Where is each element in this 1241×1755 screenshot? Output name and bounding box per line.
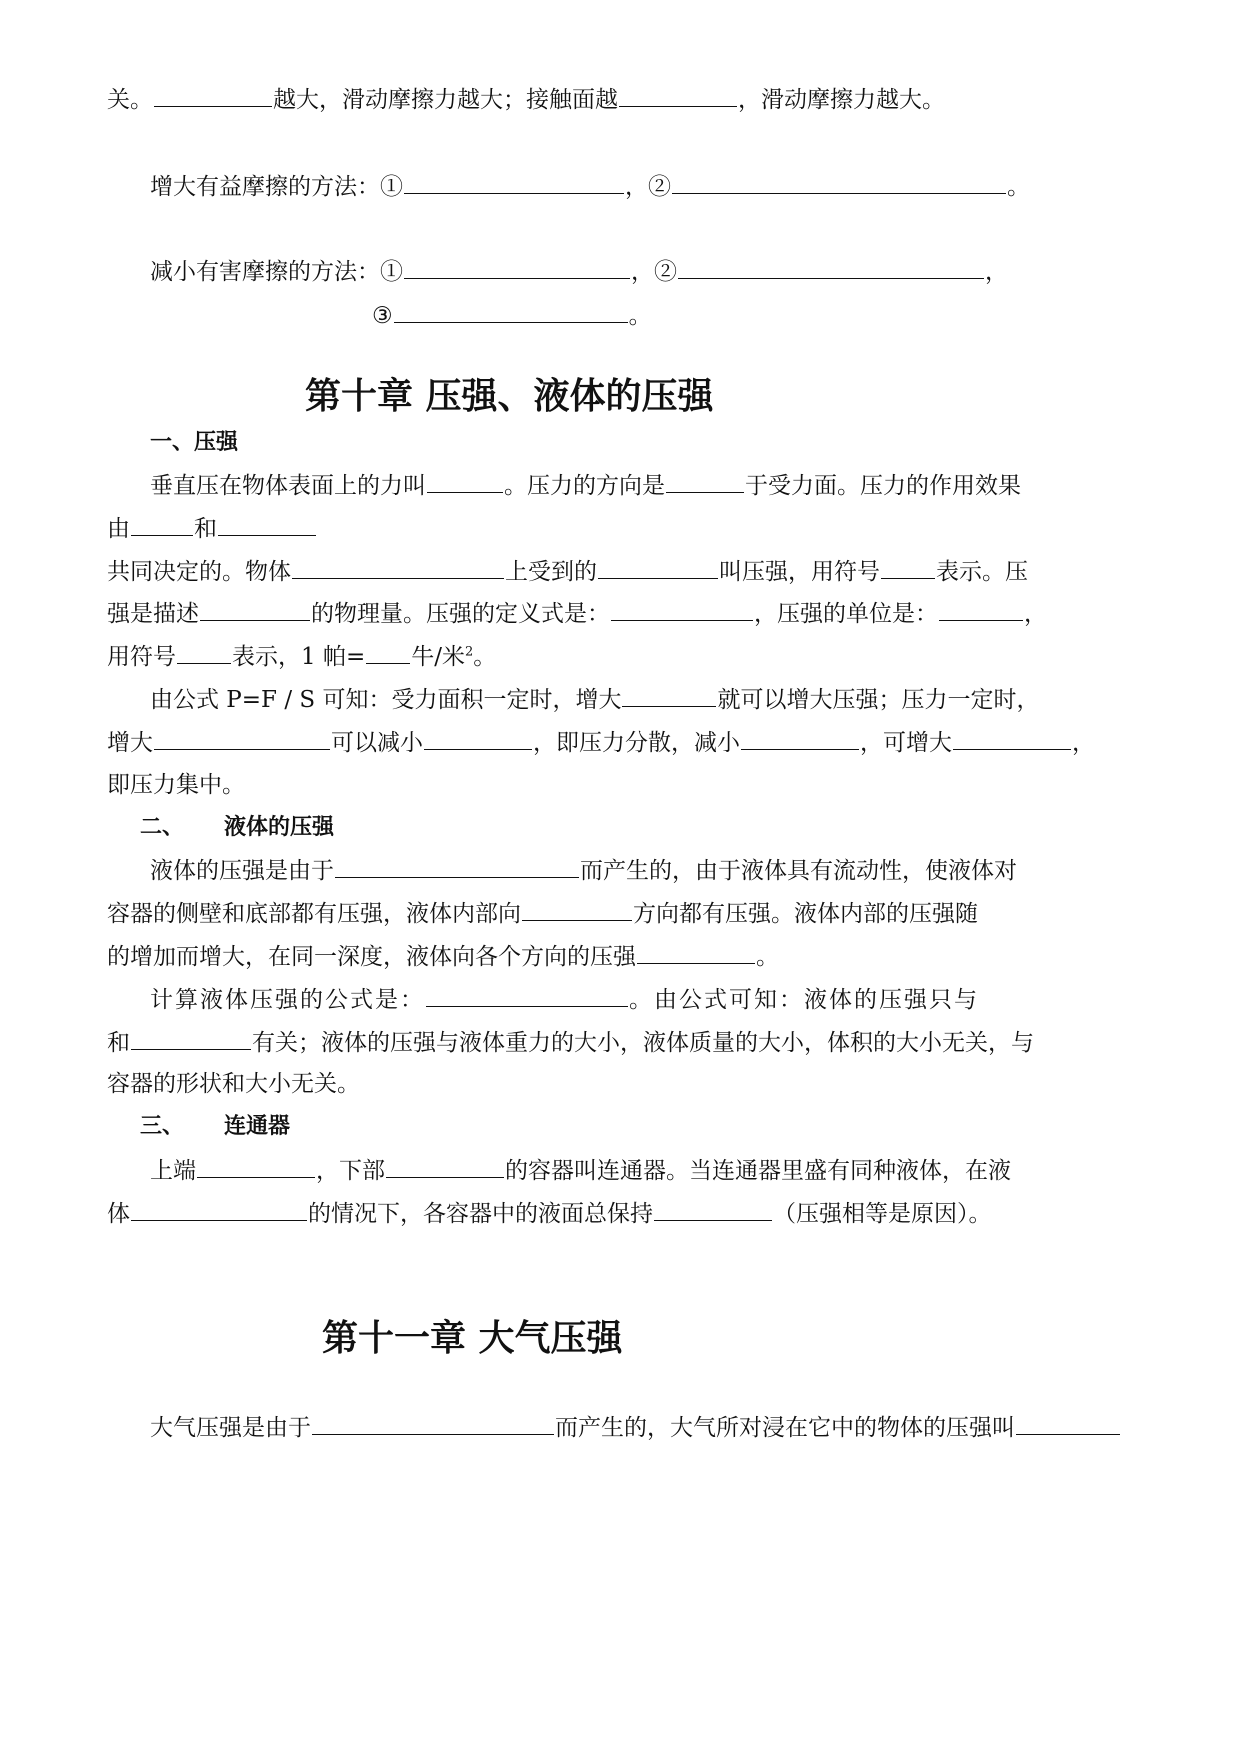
connector-para-line-1: 上端 ，下部 的容器叫连通器。当连通器里盛有同种液体，在液 [150, 1155, 1011, 1186]
blank[interactable] [637, 941, 755, 964]
atmosphere-para-line-1: 大气压强是由于 而产生的，大气所对浸在它中的物体的压强叫 [150, 1412, 1121, 1443]
blank[interactable] [197, 1155, 315, 1178]
blank[interactable] [131, 513, 193, 536]
blank[interactable] [154, 727, 330, 750]
connector-para-line-2: 体 的情况下，各容器中的液面总保持 （压强相等是原因）。 [107, 1198, 992, 1229]
blank[interactable] [611, 598, 753, 621]
blank[interactable] [154, 84, 272, 107]
blank[interactable] [131, 1027, 251, 1050]
pressure-para-line-6: 由公式 P=F / S 可知：受力面积一定时，增大 就可以增大压强；压力一定时， [150, 684, 1039, 715]
blank[interactable] [366, 641, 410, 664]
liquid-para-line-4: 计算液体压强的公式是： 。由公式可知：液体的压强只与 [150, 984, 979, 1015]
pressure-para-line-2: 由 和 [107, 513, 317, 544]
blank[interactable] [386, 1155, 504, 1178]
blank[interactable] [177, 641, 231, 664]
pressure-para-line-3: 共同决定的。物体 上受到的 叫压强，用符号 表示。压 [107, 556, 1028, 587]
section-2-heading: 二、 液体的压强 [140, 815, 335, 840]
liquid-para-line-2: 容器的侧壁和底部都有压强，液体内部向 方向都有压强。液体内部的压强随 [107, 898, 978, 929]
section-1-heading: 一、压强 [150, 430, 239, 455]
blank[interactable] [522, 898, 632, 921]
blank[interactable] [312, 1412, 554, 1435]
blank[interactable] [678, 256, 984, 279]
blank[interactable] [622, 684, 716, 707]
blank[interactable] [394, 300, 628, 323]
pressure-para-line-1: 垂直压在物体表面上的力叫 。压力的方向是 于受力面。压力的作用效果 [150, 470, 1021, 501]
liquid-para-line-5: 和 有关；液体的压强与液体重力的大小，液体质量的大小，体积的大小无关，与 [107, 1027, 1034, 1058]
blank[interactable] [654, 1198, 772, 1221]
blank[interactable] [741, 727, 859, 750]
blank[interactable] [424, 727, 532, 750]
friction-increase-line: 增大有益摩擦的方法：① ，② 。 [150, 171, 1030, 202]
section-3-heading: 三、 连通器 [140, 1114, 291, 1139]
blank[interactable] [200, 598, 310, 621]
chapter-11-title: 第十一章 大气压强 [322, 1317, 623, 1359]
friction-line-1: 关。 越大，滑动摩擦力越大；接触面越 ，滑动摩擦力越大。 [107, 84, 945, 115]
blank[interactable] [1016, 1412, 1120, 1435]
chapter-10-title: 第十章 压强、液体的压强 [305, 375, 714, 417]
blank[interactable] [427, 470, 503, 493]
blank[interactable] [131, 1198, 307, 1221]
blank[interactable] [881, 556, 935, 579]
blank[interactable] [672, 171, 1006, 194]
pressure-para-line-8: 即压力集中。 [107, 772, 245, 798]
liquid-para-line-1: 液体的压强是由于 而产生的，由于液体具有流动性，使液体对 [150, 855, 1017, 886]
friction-reduce-line-3: ③ 。 [372, 300, 652, 331]
blank[interactable] [218, 513, 316, 536]
blank[interactable] [335, 855, 579, 878]
friction-reduce-line: 减小有害摩擦的方法：① ，② ， [150, 256, 1008, 287]
blank[interactable] [292, 556, 504, 579]
blank[interactable] [404, 256, 630, 279]
blank[interactable] [404, 171, 624, 194]
liquid-para-line-3: 的增加而增大，在同一深度，液体向各个方向的压强 。 [107, 941, 779, 972]
blank[interactable] [666, 470, 744, 493]
liquid-para-line-6: 容器的形状和大小无关。 [107, 1071, 360, 1097]
pressure-para-line-5: 用符号 表示，1 帕= 牛/米$^2$。 [107, 641, 496, 672]
blank[interactable] [426, 984, 628, 1007]
blank[interactable] [619, 84, 737, 107]
blank[interactable] [953, 727, 1071, 750]
blank[interactable] [598, 556, 718, 579]
pressure-para-line-7: 增大 可以减小 ，即压力分散，减小 ，可增大 ， [107, 727, 1095, 758]
pressure-para-line-4: 强是描述 的物理量。压强的定义式是： ，压强的单位是： ， [107, 598, 1047, 629]
blank[interactable] [939, 598, 1023, 621]
